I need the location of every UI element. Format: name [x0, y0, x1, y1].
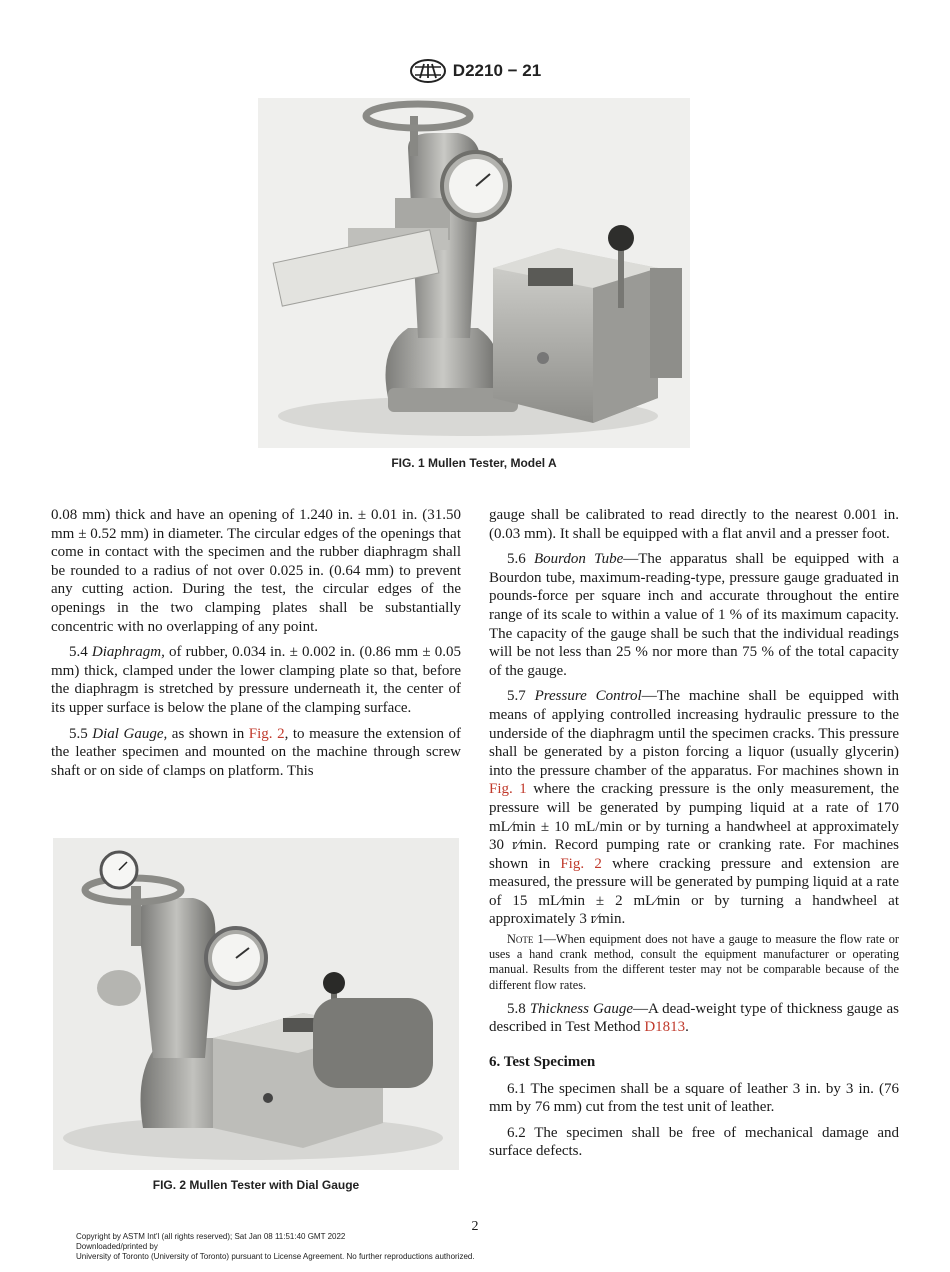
clause-title: Dial Gauge,	[92, 725, 168, 742]
standard-designation: D2210 − 21	[452, 61, 542, 80]
note-1	[489, 932, 899, 993]
mullen-tester-model-a-illustration	[258, 98, 690, 448]
figure-2-photo	[53, 838, 459, 1170]
mullen-tester-dial-gauge-illustration	[53, 838, 459, 1170]
section-6-1: 6.1 The specimen shall be a square of leather 3 in. by 3 in. (76 mm by 76 mm) cut from the test unit of leather.	[489, 1080, 899, 1116]
clause-number: 5.7	[507, 688, 526, 705]
section-5-6	[489, 550, 899, 680]
astm-logo	[409, 58, 447, 84]
copyright-footer	[76, 1232, 475, 1262]
section-5-8	[489, 1000, 899, 1037]
clause-body: of rubber, 0.034 in. ± 0.002 in. (0.86 mm ± 0.05 mm) thick, clamped under the lower clamping plate so that, before the diaphragm is stretched by pressure underneath it, the center of its upper surface is below the plane of the clamping surface.	[51, 644, 461, 716]
section-6-2: 6.2 The specimen shall be free of mechanical damage and surface defects.	[489, 1124, 899, 1160]
clause-body: where cracking pressure and extension are measured, the pressure will be generated by pumping liquid at a rate of 15 mL⁄min ± 2 mL⁄min or by turning a handwheel at approximately 3 r⁄min.	[489, 855, 900, 928]
page-number: 2	[471, 1219, 479, 1234]
clause-number: 5.4	[69, 644, 88, 661]
section-5-5	[51, 725, 461, 781]
clause-body: where the cracking pressure is the only measurement, the pressure will be generated by pumping liquid at a rate of 170 mL⁄min ± 10 mL/min or by turning a handwheel at approximately 30 r⁄min. Record pumping rate or cranking rate. For machines shown in	[489, 781, 900, 872]
figure-2-caption: FIG. 2 Mullen Tester with Dial Gauge	[152, 1178, 360, 1192]
section-heading-test-specimen: 6. Test Specimen	[489, 1054, 596, 1071]
fig-1-link[interactable]: Fig. 1	[489, 781, 527, 798]
section-5-4	[51, 643, 461, 717]
left-column	[51, 506, 461, 787]
clause-title: Diaphragm,	[91, 644, 165, 661]
note-label: Note 1	[507, 932, 544, 947]
clause-number: 5.5	[69, 725, 88, 742]
clause-title: Pressure Control	[534, 688, 642, 705]
footer-line: University of Toronto (University of Toronto) pursuant to License Agreement. No further reproductions authorized.	[76, 1252, 475, 1261]
clause-body: , to measure the extension of the leather specimen and mounted on the machine through screw shaft or on side of clamps on platform. This	[51, 725, 461, 779]
clause-number: 5.8	[507, 1000, 526, 1017]
right-column	[489, 506, 899, 1168]
clause-body: —The apparatus shall be equipped with a Bourdon tube, maximum-reading-type, pressure gauge graduated in pounds-force per square inch and accurate throughout the entire range of its scale to within a value of 1 % of its maximum capacity. The capacity of the gauge shall be such that the individual readings will be not less than 25 % nor more than 75 % of the total capacity of the gauge.	[489, 551, 900, 679]
clause-number: 5.6	[507, 551, 526, 568]
footer-line: Copyright by ASTM Int'l (all rights reserved); Sat Jan 08 11:51:40 GMT 2022	[76, 1232, 346, 1241]
clause-body: —A dead-weight type of thickness gauge as described in Test Method	[489, 1000, 899, 1036]
clause-title: Bourdon Tube	[533, 551, 624, 568]
section-5-7	[489, 687, 899, 929]
paragraph-continued: gauge shall be calibrated to read directly to the nearest 0.001 in. (0.03 mm). It shall be equipped with a flat anvil and a presser foot.	[489, 507, 899, 542]
clause-body: —The machine shall be equipped with means of applying controlled increasing hydraulic pressure to the underside of the diaphragm until the specimen cracks. This pressure shall be generated by a piston forcing a liquor (usually glycerin) into the pressure chamber of the apparatus. For machines shown in	[489, 688, 899, 779]
figure-1-photo	[258, 98, 690, 448]
clause-title: Thickness Gauge	[529, 1000, 634, 1017]
d1813-link[interactable]: D1813	[644, 1019, 686, 1036]
clause-body: .	[685, 1019, 689, 1036]
paragraph-continued: 0.08 mm) thick and have an opening of 1.240 in. ± 0.01 in. (31.50 mm ± 0.52 mm) in diameter. The circular edges of the openings that come in contact with the specimen and the rubber diaphragm shall be rounded to a radius of not over 0.025 in. (0.64 mm) to prevent any cutting action. During the test, the circular edges of the openings in the two clamping plates shall be substantially concentric with no overlapping of any point.	[51, 507, 461, 635]
fig-2-link[interactable]: Fig. 2	[560, 855, 602, 872]
figure-1-caption: FIG. 1 Mullen Tester, Model A	[391, 456, 557, 470]
footer-line: Downloaded/printed by	[76, 1242, 158, 1251]
page-header	[0, 56, 950, 86]
note-body: —When equipment does not have a gauge to measure the flow rate or uses a hand crank method, consult the equipment manufacturer or operating manual. Results from the different tester may not be comparable because of the different flow rates.	[489, 932, 899, 992]
fig-2-link[interactable]: Fig. 2	[248, 725, 285, 742]
clause-body: as shown in	[167, 725, 249, 742]
